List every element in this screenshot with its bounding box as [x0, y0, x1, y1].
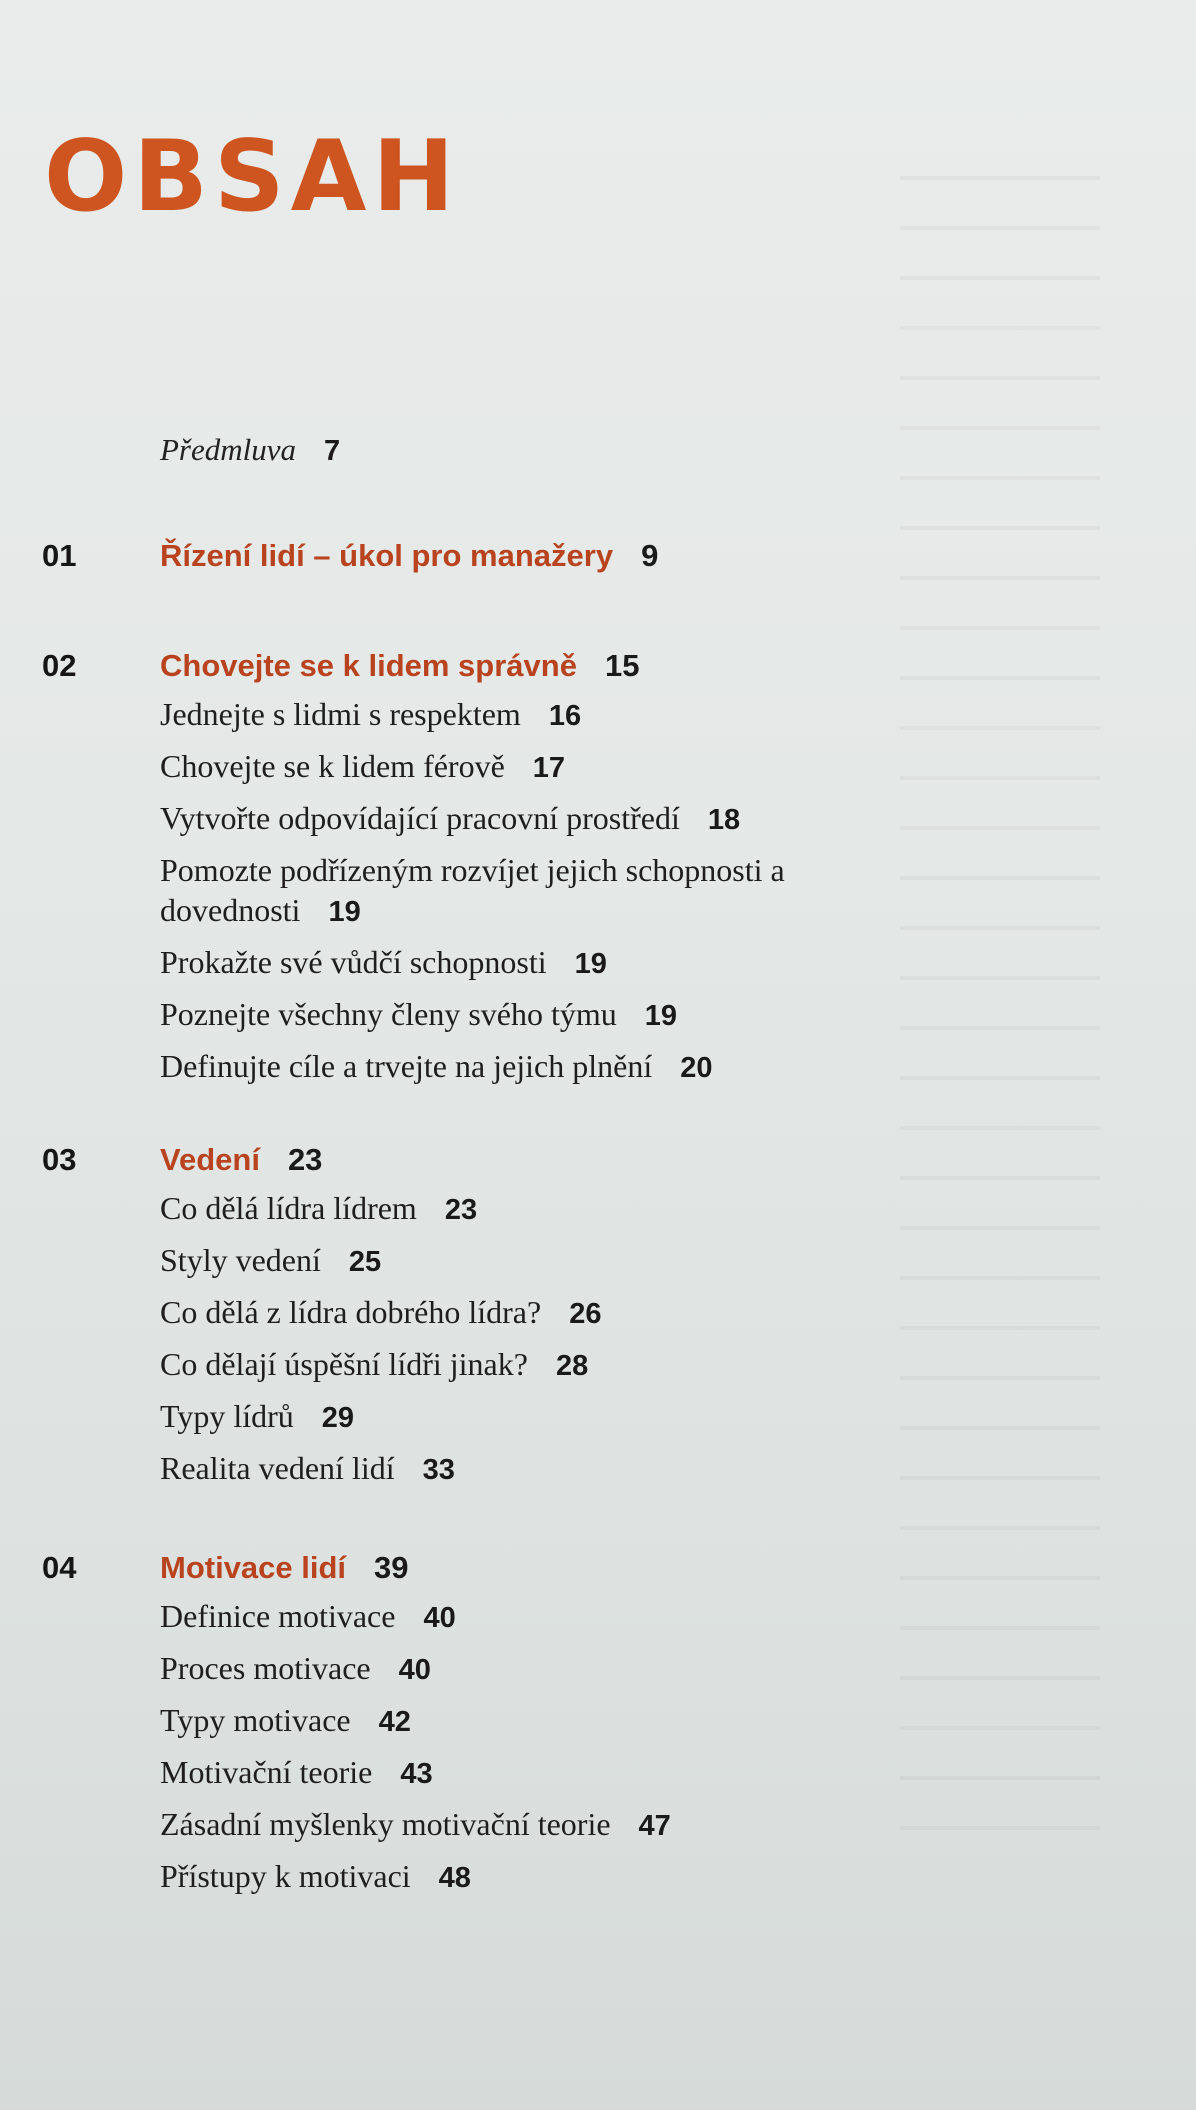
section-page-number: 26	[569, 1298, 602, 1330]
section-page-number: 16	[548, 700, 582, 732]
chapter-title: Chovejte se k lidem správně	[160, 648, 577, 683]
chapter-page-number: 9	[641, 538, 659, 573]
chapter-title: Vedení	[160, 1142, 260, 1177]
foreword-label: Předmluva	[160, 432, 297, 467]
section-label: Motivační teorie	[160, 1754, 373, 1790]
section-entry[interactable]	[160, 1344, 920, 1386]
section-label: Zásadní myšlenky motivační teorie	[160, 1806, 611, 1842]
section-page-number: 17	[532, 752, 566, 784]
section-entry[interactable]	[160, 1188, 920, 1230]
section-entry[interactable]	[160, 1804, 920, 1846]
section-entry[interactable]	[160, 1396, 920, 1438]
section-page-number: 29	[321, 1402, 355, 1434]
section-label: Proces motivace	[160, 1650, 371, 1686]
section-list	[160, 1188, 920, 1500]
section-page-number: 40	[423, 1602, 456, 1634]
section-entry[interactable]	[160, 1292, 920, 1334]
section-list	[160, 1596, 920, 1908]
page-title: OBSAH	[44, 120, 461, 234]
section-page-number: 19	[644, 1000, 678, 1032]
foreword-entry[interactable]	[160, 430, 340, 471]
section-label: Poznejte všechny členy svého týmu	[160, 996, 617, 1032]
section-label: Přístupy k motivaci	[160, 1858, 411, 1894]
section-entry[interactable]	[160, 1856, 920, 1898]
section-page-number: 23	[444, 1194, 478, 1226]
chapter-page-number: 15	[604, 648, 640, 683]
section-label: Definice motivace	[160, 1598, 396, 1634]
section-page-number: 19	[574, 948, 607, 980]
section-label: Vytvořte odpovídající pracovní prostředí	[160, 800, 680, 836]
section-page-number: 19	[328, 896, 361, 928]
chapter-heading[interactable]	[160, 1138, 322, 1182]
section-page-number: 48	[438, 1862, 471, 1894]
section-page-number: 20	[680, 1052, 713, 1084]
chapter-number: 01	[42, 538, 77, 573]
section-entry[interactable]	[160, 850, 950, 932]
section-label: Co dělají úspěšní lídři jinak?	[160, 1346, 528, 1382]
foreword-page-number: 7	[324, 435, 341, 467]
chapter-title: Motivace lidí	[160, 1550, 347, 1585]
section-entry[interactable]	[160, 746, 920, 788]
section-entry[interactable]	[160, 1240, 920, 1282]
section-label: Realita vedení lidí	[160, 1450, 395, 1486]
section-entry[interactable]	[160, 1648, 920, 1690]
section-label: Co dělá z lídra dobrého lídra?	[160, 1294, 542, 1330]
chapter-heading[interactable]	[160, 644, 639, 688]
section-page-number: 40	[398, 1654, 431, 1686]
section-label: Co dělá lídra lídrem	[160, 1190, 417, 1226]
chapter-heading[interactable]	[160, 1546, 409, 1590]
section-page-number: 43	[400, 1758, 433, 1790]
chapter-title: Řízení lidí – úkol pro manažery	[160, 538, 614, 573]
section-label: Styly vedení	[160, 1242, 321, 1278]
section-label: Typy lídrů	[160, 1398, 294, 1434]
section-label: Definujte cíle a trvejte na jejich plnění	[160, 1048, 653, 1084]
section-entry[interactable]	[160, 994, 920, 1036]
chapter-number: 04	[42, 1550, 77, 1585]
section-page-number: 47	[638, 1810, 671, 1842]
chapter-page-number: 39	[374, 1550, 409, 1585]
chapter-page-number: 23	[287, 1142, 323, 1177]
chapter-number: 02	[42, 648, 77, 683]
section-label: Typy motivace	[160, 1702, 351, 1738]
section-page-number: 18	[707, 804, 741, 836]
section-label: Prokažte své vůdčí schopnosti	[160, 944, 547, 980]
section-label: Chovejte se k lidem férově	[160, 748, 505, 784]
section-entry[interactable]	[160, 694, 920, 736]
section-page-number: 33	[422, 1454, 455, 1486]
section-page-number: 25	[348, 1246, 382, 1278]
section-list	[160, 694, 950, 1098]
section-page-number: 42	[378, 1706, 411, 1738]
section-entry[interactable]	[160, 1596, 920, 1638]
section-label: Pomozte podřízeným rozvíjet jejich schopnosti a dovednosti	[160, 852, 785, 928]
section-label: Jednejte s lidmi s respektem	[160, 696, 521, 732]
section-entry[interactable]	[160, 1046, 920, 1088]
chapter-number: 03	[42, 1142, 77, 1177]
section-page-number: 28	[555, 1350, 589, 1382]
chapter-heading[interactable]	[160, 534, 658, 578]
section-entry[interactable]	[160, 1752, 920, 1794]
section-entry[interactable]	[160, 942, 920, 984]
section-entry[interactable]	[160, 798, 920, 840]
section-entry[interactable]	[160, 1448, 920, 1490]
section-entry[interactable]	[160, 1700, 920, 1742]
